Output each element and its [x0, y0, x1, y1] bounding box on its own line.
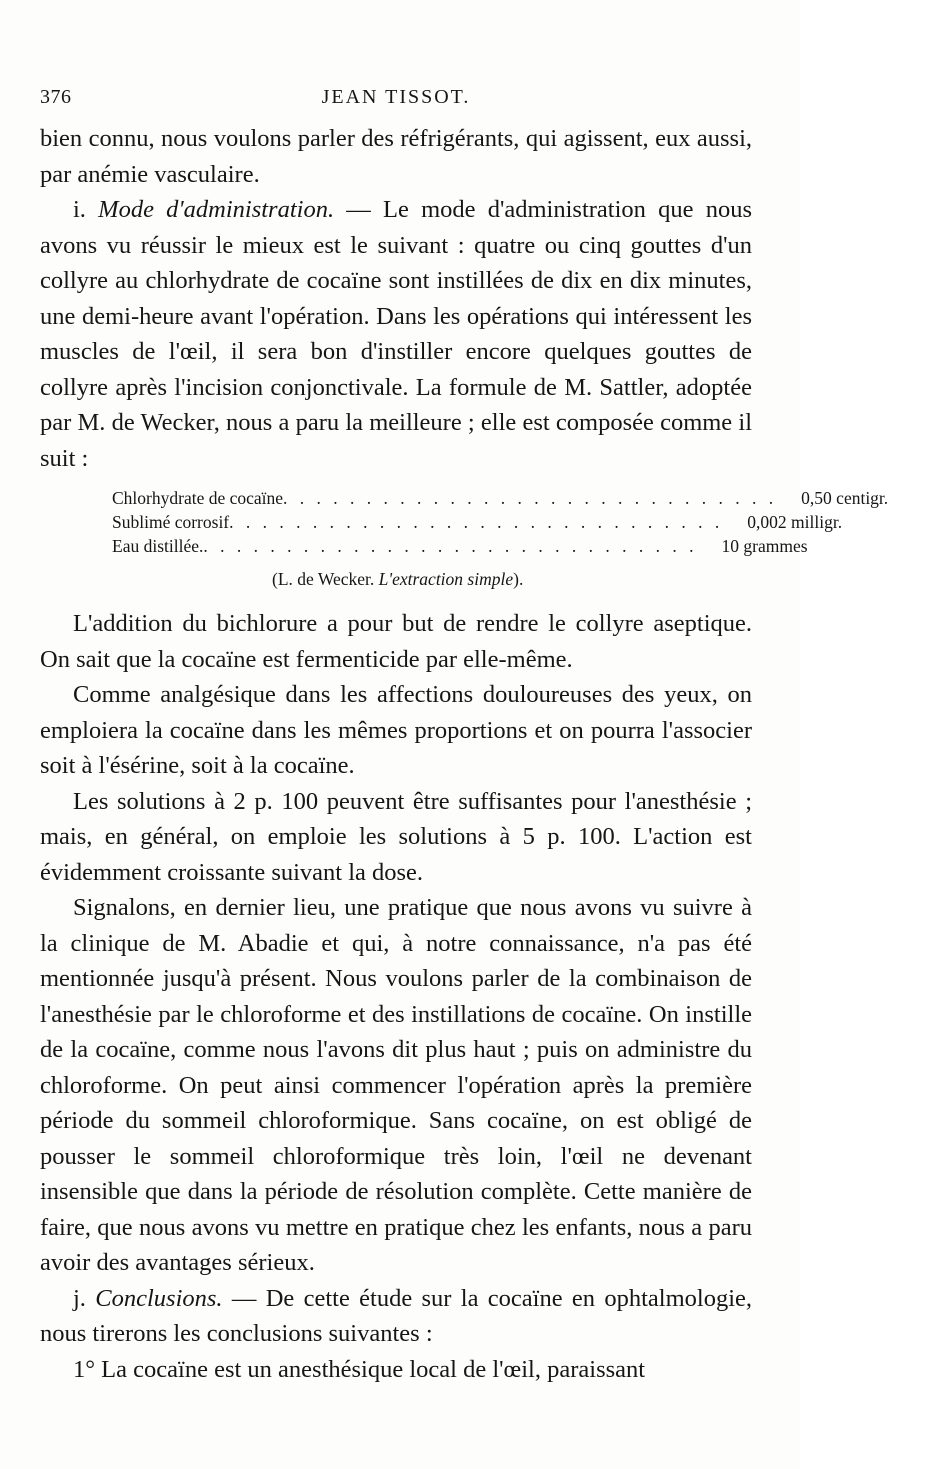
source-prefix: (L. de Wecker.	[272, 569, 379, 589]
section-i-text: — Le mode d'administration que nous avons vu réussir le mieux est le suivant : quatre ou cinq gouttes d'un collyre au chlorhydrate de cocaïne sont instillées de dix en dix minutes, une demi-heure avant l'opération. Dans les opérations qui intéressent les muscles de l'œil, il sera bon d'instiller encore quelques gouttes de collyre après l'incision conjonctivale. La formule de M. Sattler, adoptée par M. de Wecker, nous a paru la meilleure ; elle est composée comme il suit :	[40, 196, 752, 472]
section-j-text: — De cette étude sur la cocaïne en ophtalmologie, nous tirerons les conclusions suivantes :	[40, 1284, 752, 1347]
source-title: L'extraction simple	[378, 569, 514, 589]
source-suffix: ).	[513, 569, 524, 589]
recipe-row	[112, 534, 808, 558]
recipe-formula	[112, 486, 889, 558]
recipe-row	[112, 510, 843, 534]
recipe-source	[40, 566, 752, 592]
page-header	[40, 86, 752, 116]
body-paragraph: L'addition du bichlorure a pour but de rendre le collyre aseptique. On sait que la cocaïne est fermenticide par elle-même.	[40, 610, 752, 673]
conclusion-1: 1° La cocaïne est un anesthésique local de l'œil, paraissant	[73, 1355, 646, 1383]
section-j-marker: j.	[73, 1284, 86, 1312]
section-j-paragraph	[40, 1281, 752, 1352]
section-i-title: Mode d'administration.	[98, 196, 335, 223]
recipe-ingredient: Chlorhydrate de cocaïne	[112, 488, 284, 508]
section-i-paragraph	[40, 192, 752, 476]
recipe-row	[112, 486, 889, 510]
recipe-ingredient: Sublimé corrosif	[112, 512, 230, 532]
recipe-dose: 0,002 milligr.	[747, 512, 843, 532]
leader-dots: . . . . . . . . . . . . . . . . . . . . . . . . . . . . . .	[203, 536, 698, 556]
recipe-dose: 0,50 centigr.	[801, 488, 889, 508]
running-head: JEAN TISSOT.	[321, 86, 471, 108]
recipe-ingredient: Eau distillée.	[112, 536, 204, 556]
recipe-dose: 10 grammes	[721, 536, 808, 556]
body-paragraph: Signalons, en dernier lieu, une pratique que nous avons vu suivre à la clinique de M. Abadie et qui, à notre connaissance, n'a pas été mentionnée jusqu'à présent. Nous voulons parler de la combinaison de l'anesthésie par le chloroforme et des instillations de cocaïne. On instille de la cocaïne, comme nous l'avons dit plus haut ; puis on administre du chloroforme. On peut ainsi commencer l'opération après la première période du sommeil chloroformique. Sans cocaïne, on est obligé de pousser le sommeil chloroformique très loin, l'œil ne devenant insensible que dans la période de résolution complète. Cette manière de faire, que nous avons vu mettre en pratique chez les enfants, nous a paru avoir des avantages sérieux.	[40, 894, 752, 1276]
leader-dots: . . . . . . . . . . . . . . . . . . . . . . . . . . . . . .	[229, 512, 724, 532]
body-paragraph: Comme analgésique dans les affections douloureuses des yeux, on emploiera la cocaïne dans les mêmes proportions et on pourra l'associer soit à l'ésérine, soit à la cocaïne.	[40, 681, 752, 779]
intro-paragraph: bien connu, nous voulons parler des réfrigérants, qui agissent, eux aussi, par anémie vasculaire.	[40, 125, 752, 188]
page-number: 376	[40, 86, 72, 108]
section-j-title: Conclusions.	[95, 1284, 223, 1312]
body-paragraph: Les solutions à 2 p. 100 peuvent être suffisantes pour l'anesthésie ; mais, en général, on emploie les solutions à 5 p. 100. L'action est évidemment croissante suivant la dose.	[40, 787, 752, 886]
leader-dots: . . . . . . . . . . . . . . . . . . . . . . . . . . . . . .	[283, 488, 778, 508]
section-i-marker: i.	[73, 196, 86, 223]
page-body	[40, 121, 889, 1387]
